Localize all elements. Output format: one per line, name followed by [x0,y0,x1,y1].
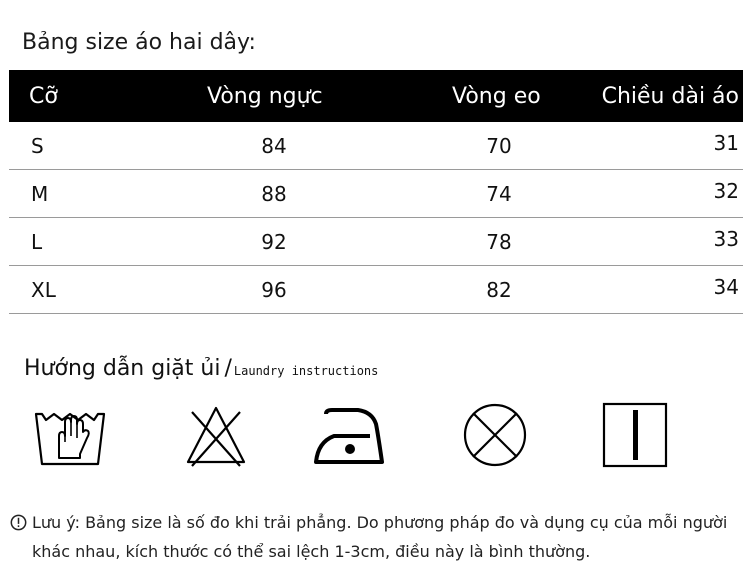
header-length: Chiều dài áo [601,83,739,109]
cell-chest: 88 [261,181,287,206]
hang-dry-icon [598,400,674,472]
cell-size: M [31,181,49,206]
size-table-title: Bảng size áo hai dây: [22,30,256,55]
cell-chest: 84 [261,133,287,158]
cell-size: S [31,133,44,158]
cell-waist: 74 [486,181,512,206]
header-waist: Vòng eo [452,83,541,109]
cell-size: XL [31,277,56,302]
laundry-title [24,356,378,381]
cell-length: 32 [713,178,739,203]
size-note [10,508,745,566]
note-text: Lưu ý: Bảng size là số đo khi trải phẳng. Do phương pháp đo và dụng cụ của mỗi người khác nhau, kích thước có thể sai lệch 1-3cm, điều này là bình thường. [32,513,728,561]
table-header [9,70,743,122]
do-not-bleach-icon [178,400,254,472]
laundry-title-slash: / [224,356,232,381]
cell-length: 33 [713,226,739,251]
laundry-title-en: Laundry instructions [233,364,379,378]
cell-chest: 92 [261,229,287,254]
hand-wash-icon [32,400,108,472]
do-not-tumble-dry-icon [458,400,534,472]
header-chest: Vòng ngực [207,83,323,109]
size-table [9,70,743,314]
cell-length: 34 [713,274,739,299]
cell-waist: 82 [486,277,512,302]
table-row [9,170,743,218]
cell-chest: 96 [261,277,287,302]
cell-waist: 70 [486,133,512,158]
cell-size: L [31,229,43,254]
table-row [9,122,743,170]
cell-waist: 78 [486,229,512,254]
iron-medium-heat-icon [312,400,388,472]
table-row [9,218,743,266]
table-row [9,266,743,314]
info-icon [10,514,27,531]
laundry-title-vi: Hướng dẫn giặt ủi [24,356,221,381]
cell-length: 31 [713,130,739,155]
header-size: Cỡ [29,83,58,109]
